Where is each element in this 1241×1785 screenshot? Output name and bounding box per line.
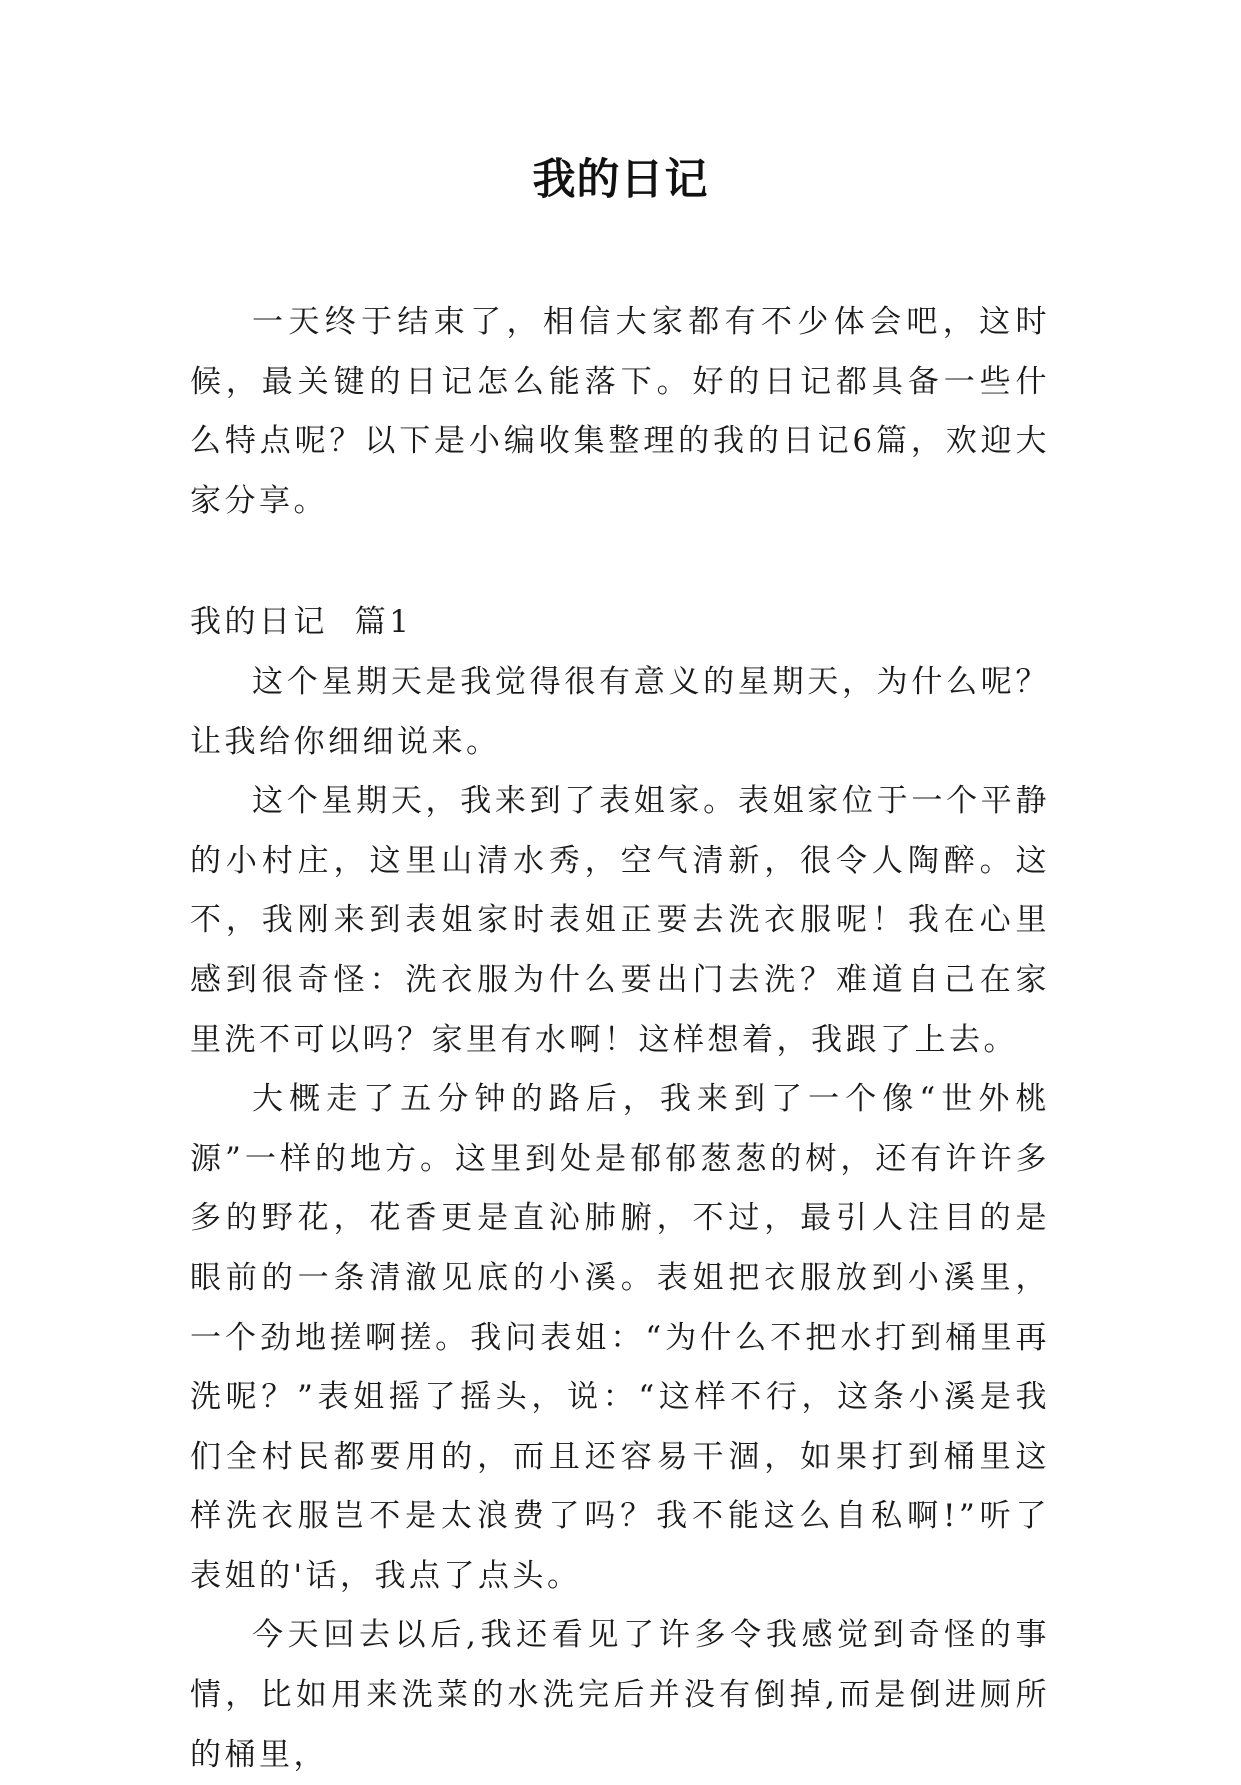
section-1-paragraph-4: 今天回去以后,我还看见了许多令我感觉到奇怪的事情，比如用来洗菜的水洗完后并没有倒掉,而是倒进厕所的桶里， [190,1617,1050,1773]
section-1-paragraph-1: 这个星期天是我觉得很有意义的星期天，为什么呢？让我给你细细说来。 [190,663,1050,760]
section-heading: 我的日记 篇1 [190,604,413,641]
document-body [190,293,1050,1785]
intro-paragraph: 一天终于结束了，相信大家都有不少体会吧，这时候，最关键的日记怎么能落下。好的日记都具备一些什么特点呢？以下是小编收集整理的我的日记6篇，欢迎大家分享。 [190,304,1050,519]
spacer [190,531,1050,593]
section-1-paragraph-3: 大概走了五分钟的路后，我来到了一个像“世外桃源”一样的地方。这里到处是郁郁葱葱的树，还有许许多多的野花，花香更是直沁肺腑，不过，最引人注目的是眼前的一条清澈见底的小溪。表姐把衣服放到小溪里，一个劲地搓啊搓。我问表姐：“为什么不把水打到桶里再洗呢？”表姐摇了摇头，说：“这样不行，这条小溪是我们全村民都要用的，而且还容易干涸，如果打到桶里这样洗衣服岂不是太浪费了吗？我不能这么自私啊!”听了表姐的'话，我点了点头。 [190,1081,1050,1594]
section-1-paragraph-2: 这个星期天，我来到了表姐家。表姐家位于一个平静的小村庄，这里山清水秀，空气清新，很令人陶醉。这不，我刚来到表姐家时表姐正要去洗衣服呢！我在心里感到很奇怪：洗衣服为什么要出门去洗？难道自己在家里洗不可以吗？家里有水啊！这样想着，我跟了上去。 [190,783,1050,1058]
document-title: 我的日记 [532,155,709,205]
